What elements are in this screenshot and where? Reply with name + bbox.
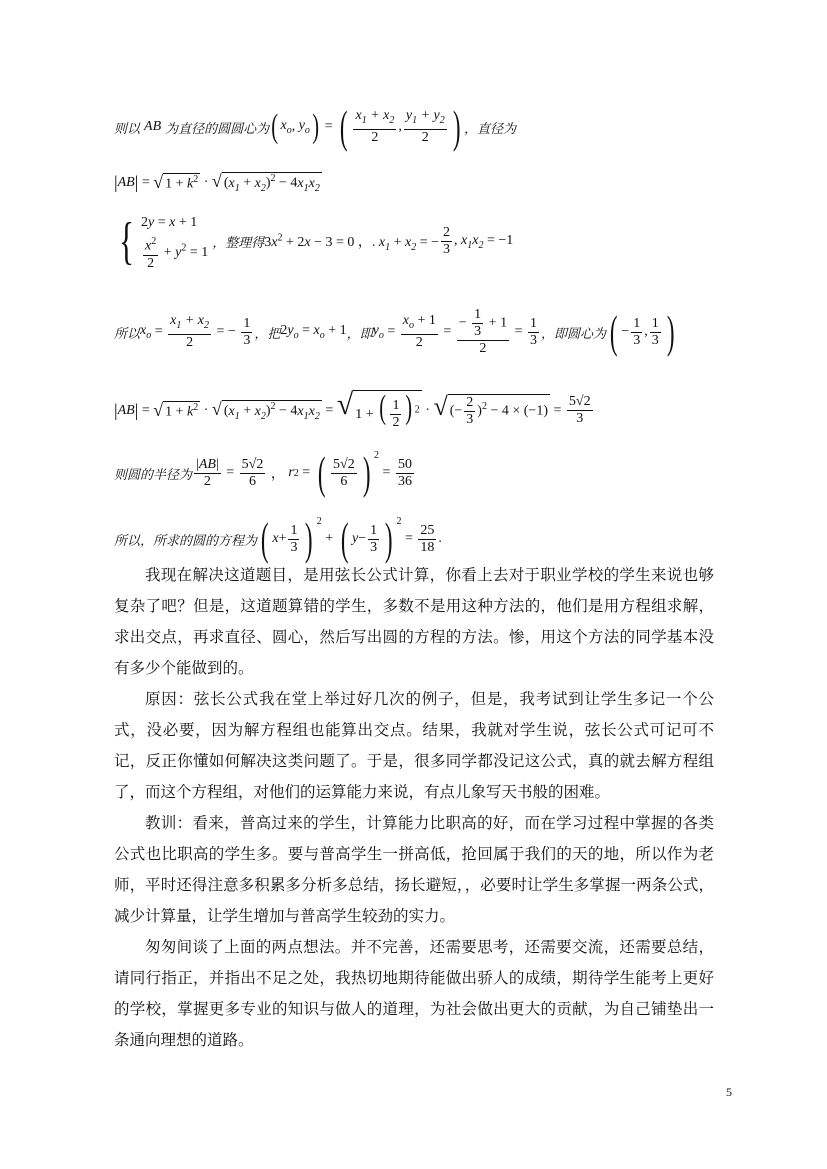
math-line-chord-formula: | AB | = √ $1 + k^2$ · √ $(x_1 + x_2)^2 - 4x_1x_2$ — [114, 171, 320, 194]
math-line-ab-value: | AB | = √ $1 + k^2$ · √ $(x_1 + x_2)^2 - 4x_1x_2$ = √ 1 + ( $\frac{1}{2}$ ) $^2$ · √ (− $\frac{2}{3}$ )$^2$ − 4 × (−1) = $\frac{5√2}{3}$ — [114, 388, 591, 431]
math-line-system: { 2y = x + 1 $\frac{x^2}{2}$ + $y^2 = 1$ ，整理得 $3x^2 + 2x - 3 = 0$ ，. $x_1 + x_2$ = − $\frac{2}{3}$ , $x_1x_2 = -1$ — [118, 212, 514, 271]
math-line-circle-equation: 所以，所求的圆的方程为 ( x + $\frac{1}{3}$ ) $^2$ + ( y − $\frac{1}{3}$ ) $^2$ = $\frac{25}{18}$ . — [114, 513, 442, 564]
math-line-radius: 则圆的半径为 $\frac{|AB|}{2}$ = $\frac{5√2}{6}$ ， r 2 = ( $\frac{5√2}{6}$ ) $^2$ = $\frac{50}{36}$ — [114, 447, 412, 498]
paragraph-lesson: 教训：看来，普高过来的学生，计算能力比职高的好，而在学习过程中掌握的各类公式也比职高的学生多。要与普高学生一拼高低，抢回属于我们的天的地，所以作为老师，平时还得注意多积累多分析多总结，扬长避短，，必要时让学生多掌握一两条公式，减少计算量，让学生增加与普高学生较劲的实力。 — [114, 814, 714, 925]
page-number: 5 — [726, 1085, 732, 1099]
math-line-center-result: 所以 $x_o$ = $\frac{x_1 + x_2}{2}$ = − $\frac{1}{3}$ ，把 $2y_o = x_o + 1$ ，即 $y_o$ = $\frac{x_o + 1}{2}$ = − $\frac{1}{3}$ + 1 2 = $\frac{1}{3}$ ，即圆心为 ( − $\frac{1}{3}$ , $\frac{1}{3}$ ) — [114, 306, 675, 357]
math-line-center: 则以 AB 为直径的圆圆心为 ( $x_o$ , $y_o$ ) = ( $\frac{x_1 + x_2}{2}$ , $\frac{y_1 + y_2}{2}$ ) ，直径为 — [114, 101, 517, 152]
paragraph-conclusion: 匆匆间谈了上面的两点想法。并不完善，还需要思考，还需要交流，还需要总结，请同行指正，并指出不足之处，我热切地期待能做出骄人的成绩，期待学生能考上更好的学校，掌握更多专业的知识与做人的道理，为社会做出更大的贡献，为自己铺垫出一条通向理想的道路。 — [114, 938, 714, 1049]
paragraph-method: 我现在解决这道题目，是用弦长公式计算，你看上去对于职业学校的学生来说也够复杂了吧？但是，这道题算错的学生，多数不是用这种方法的，他们是用方程组求解，求出交点，再求直径、圆心，然后写出圆的方程的方法。惨，用这个方法的同学基本没有多少个能做到的。 — [114, 566, 714, 677]
paragraph-reason: 原因：弦长公式我在堂上举过好几次的例子，但是，我考试到让学生多记一个公式，没必要，因为解方程组也能算出交点。结果，我就对学生说，弦长公式可记可不记，反正你懂如何解决这类问题了。于是，很多同学都没记这公式，真的就去解方程组了，而这个方程组，对他们的运算能力来说，有点儿象写天书般的困难。 — [114, 690, 714, 801]
